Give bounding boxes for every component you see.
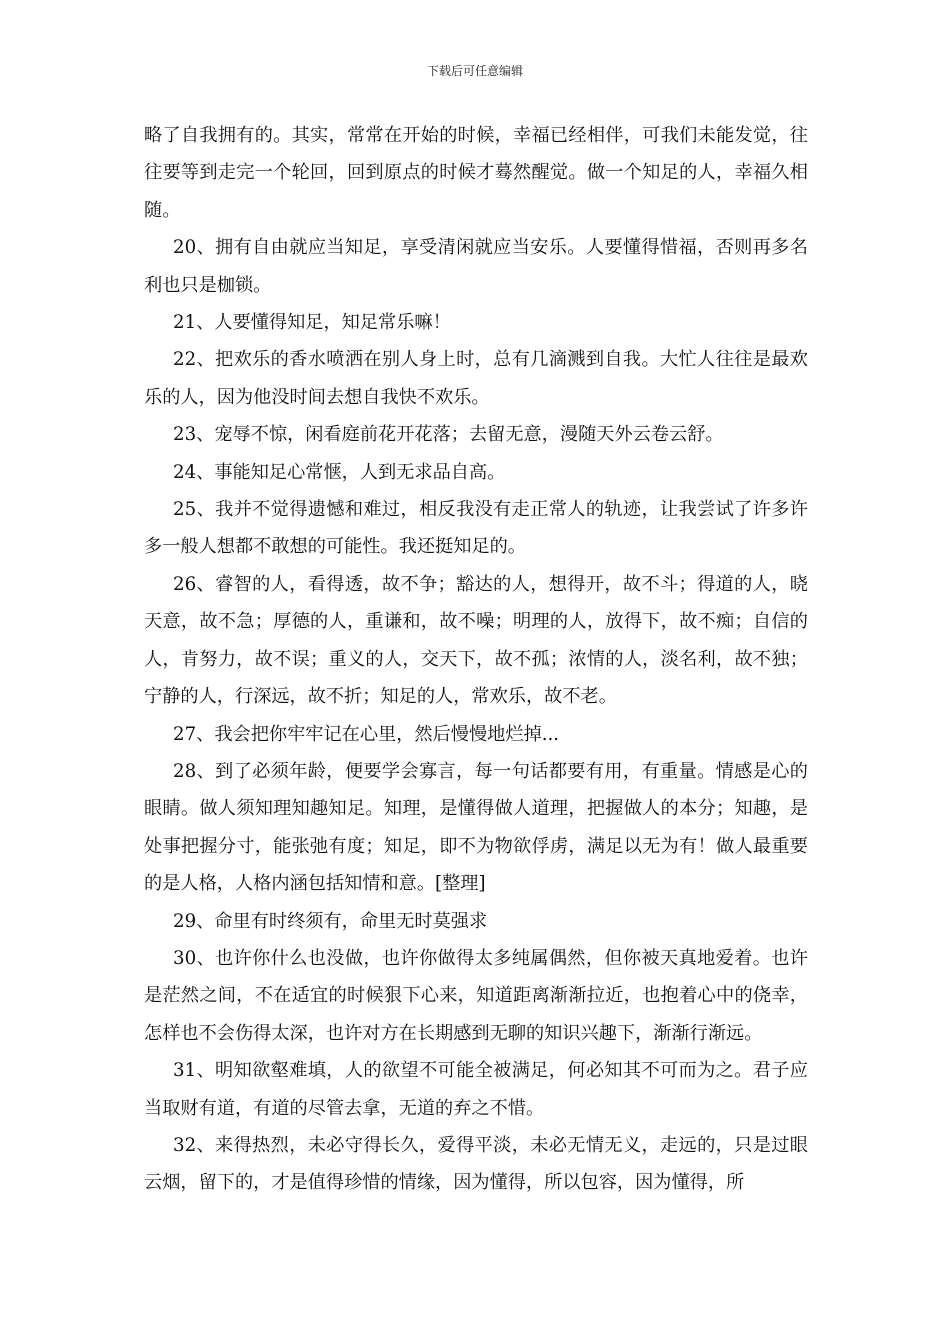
document-body — [144, 117, 808, 1202]
paragraph-item-22: 22、把欢乐的香水喷洒在别人身上时，总有几滴溅到自我。大忙人往往是最欢乐的人，因为他没时间去想自我快不欢乐。 — [144, 349, 808, 408]
paragraph-item-28: 28、到了必须年龄，便要学会寡言，每一句话都要有用，有重量。情感是心的眼睛。做人须知理知趣知足。知理，是懂得做人道理，把握做人的本分；知趣，是处事把握分寸，能张弛有度；知足，即不为物欲俘虏，满足以无为有！做人最重要的是人格，人格内涵包括知情和意。[整理] — [144, 760, 808, 895]
paragraph-item-30: 30、也许你什么也没做，也许你做得太多纯属偶然，但你被天真地爱着。也许是茫然之间，不在适宜的时候狠下心来，知道距离渐渐拉近，也抱着心中的侥幸，怎样也不会伤得太深，也许对方在长期感到无聊的知识兴趣下，渐渐行渐远。 — [144, 947, 808, 1044]
paragraph-item-20: 20、拥有自由就应当知足，享受清闲就应当安乐。人要懂得惜福，否则再多名利也只是枷锁。 — [144, 237, 808, 296]
paragraph-item-31: 31、明知欲壑难填，人的欲望不可能全被满足，何必知其不可而为之。君子应当取财有道，有道的尽管去拿，无道的弃之不惜。 — [144, 1060, 808, 1119]
page-header: 下载后可任意编辑 — [426, 64, 523, 78]
paragraph-item-29: 29、命里有时终须有，命里无时莫强求 — [173, 910, 488, 932]
paragraph-item-27: 27、我会把你牢牢记在心里，然后慢慢地烂掉... — [173, 723, 560, 745]
paragraph-item-32: 32、来得热烈，未必守得长久，爱得平淡，未必无情无义，走远的，只是过眼云烟，留下的，才是值得珍惜的情缘，因为懂得，所以包容，因为懂得，所 — [144, 1134, 808, 1194]
paragraph-continuation: 略了自我拥有的。其实，常常在开始的时候，幸福已经相伴，可我们未能发觉，往往要等到走完一个轮回，回到原点的时候才蓦然醒觉。做一个知足的人，幸福久相随。 — [144, 125, 808, 221]
paragraph-item-21: 21、人要懂得知足，知足常乐嘛！ — [173, 312, 451, 334]
paragraph-item-25: 25、我并不觉得遗憾和难过，相反我没有走正常人的轨迹，让我尝试了许多许多一般人想都不敢想的可能性。我还挺知足的。 — [144, 499, 808, 558]
paragraph-item-23: 23、宠辱不惊，闲看庭前花开花落；去留无意，漫随天外云卷云舒。 — [173, 424, 724, 446]
paragraph-item-26: 26、睿智的人，看得透，故不争；豁达的人，想得开，故不斗；得道的人，晓天意，故不急；厚德的人，重谦和，故不噪；明理的人，放得下，故不痴；自信的人，肯努力，故不误；重义的人，交天下，故不孤；浓情的人，淡名利，故不独；宁静的人，行深远，故不折；知足的人，常欢乐，故不老。 — [144, 573, 808, 708]
paragraph-item-24: 24、事能知足心常惬，人到无求品自高。 — [173, 461, 506, 483]
